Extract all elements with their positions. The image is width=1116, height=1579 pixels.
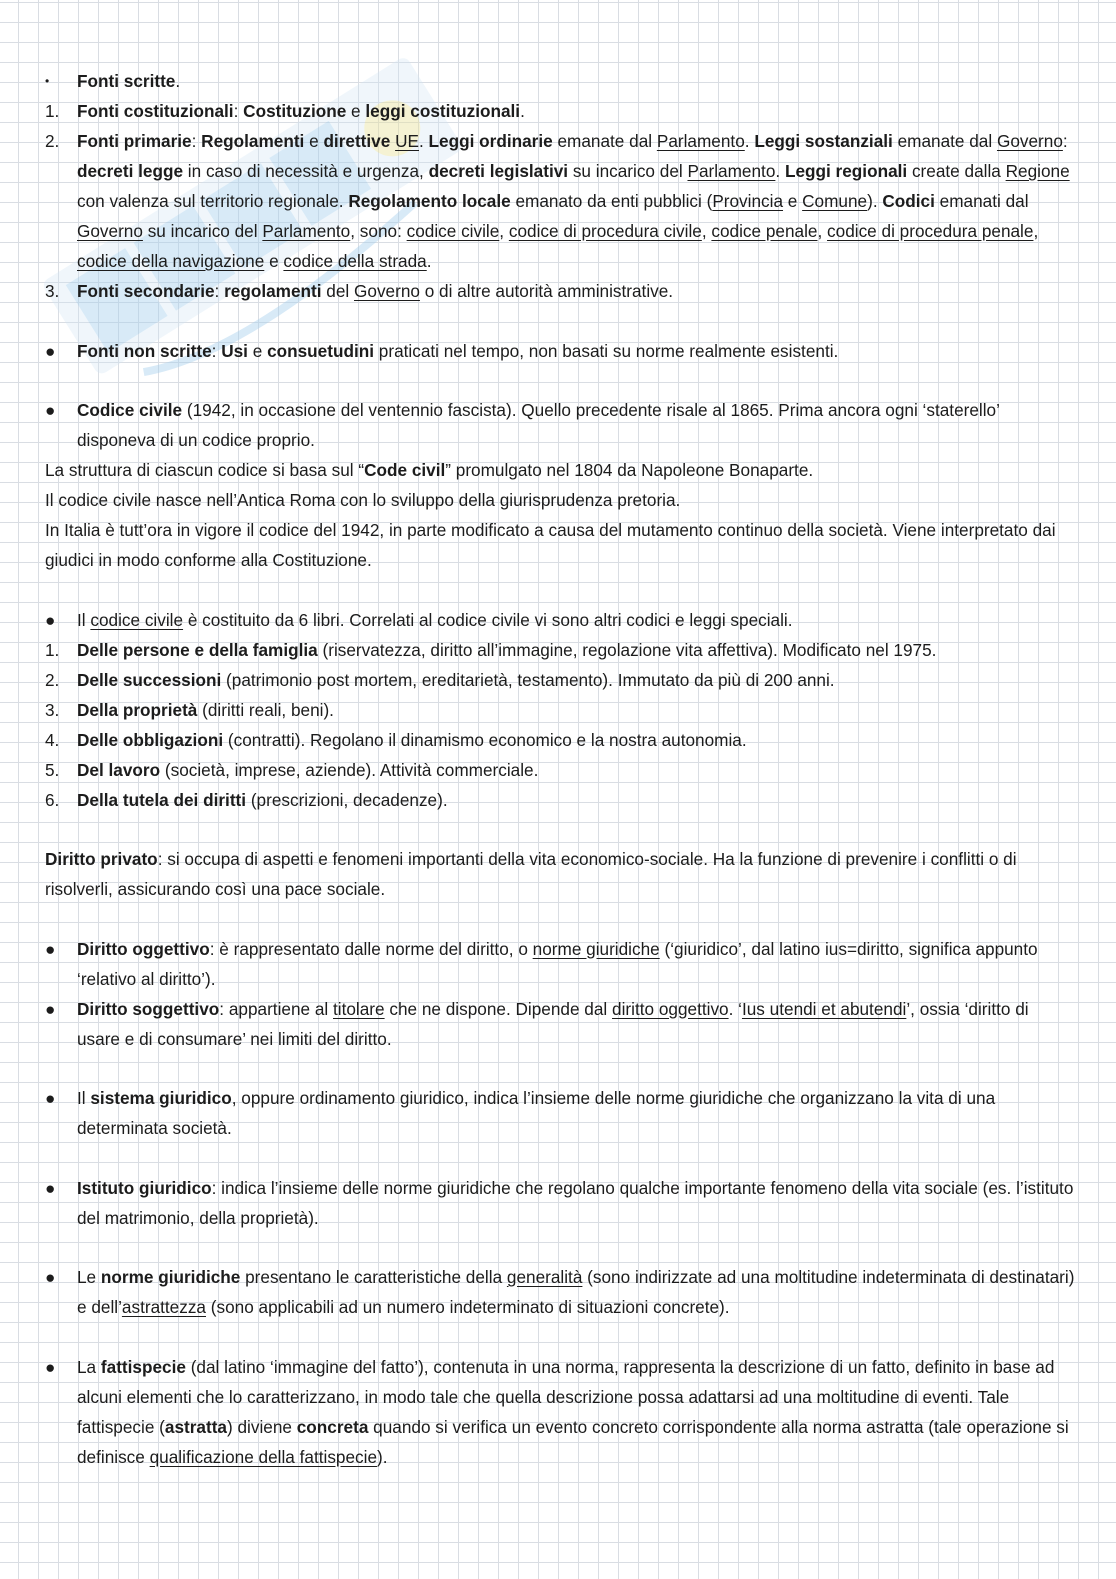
text-run: , sono: xyxy=(350,221,407,241)
underlined-term: codice di procedura penale xyxy=(827,221,1034,241)
bullet-item xyxy=(45,66,1075,96)
item-number: 5. xyxy=(45,759,60,780)
text-run: ) diviene xyxy=(227,1416,297,1437)
underlined-term: Parlamento xyxy=(656,131,745,151)
item-text xyxy=(77,1088,995,1138)
bold-term: decreti legislativi xyxy=(428,161,569,181)
text-run: in caso di necessità e urgenza, xyxy=(183,161,429,181)
text-run: e xyxy=(247,340,268,361)
spacer xyxy=(45,904,1075,934)
text-run: La struttura di ciascun codice si basa sul “ xyxy=(45,460,365,480)
item-text xyxy=(77,730,747,750)
paragraph xyxy=(45,515,1075,575)
underlined-term: codice civile xyxy=(90,609,184,630)
item-text xyxy=(77,1267,1074,1317)
numbered-item xyxy=(45,276,1075,306)
underlined-term: norme giuridiche xyxy=(532,938,660,959)
numbered-item xyxy=(45,725,1075,755)
text-run: ). xyxy=(377,1446,388,1467)
item-text xyxy=(45,520,1056,570)
text-run: (1942, in occasione del ventennio fascista). Quello precedente risale al 1865. Prima ancora ogni ‘staterello’ disponeva di un codice proprio. xyxy=(77,400,1000,450)
text-run: (dal latino ‘immagine del fatto’), contenuta in una norma, rappresenta la descrizione di un fatto, definito in base ad alcuni elementi che lo caratterizzano, in modo tale che quella descrizione possa adattarsi ad una moltitudine di eventi. Tale fattispecie ( xyxy=(77,1356,1055,1437)
underlined-term: Provincia xyxy=(712,191,784,211)
bullet-item xyxy=(45,1262,1075,1322)
item-number: 2. xyxy=(45,131,60,151)
underlined-term: astrattezza xyxy=(121,1297,206,1317)
underlined-term: Governo xyxy=(77,221,143,241)
item-text xyxy=(45,849,1017,899)
bold-term: Codici xyxy=(882,191,935,211)
text-run: . xyxy=(520,101,525,121)
spacer xyxy=(45,1322,1075,1352)
text-run: , xyxy=(1033,221,1039,241)
bold-term: Diritto soggettivo xyxy=(77,998,220,1019)
bold-term: Leggi ordinarie xyxy=(428,131,553,151)
underlined-term: Comune xyxy=(802,191,868,211)
item-text xyxy=(77,670,835,690)
text-run: . xyxy=(426,251,432,271)
text-run: , xyxy=(701,221,712,241)
bold-term: fattispecie xyxy=(100,1356,186,1377)
text-run: ). xyxy=(867,191,883,211)
text-run: emanato da enti pubblici ( xyxy=(510,191,713,211)
item-text xyxy=(77,71,180,91)
bold-term: Leggi sostanziali xyxy=(754,131,893,151)
numbered-item xyxy=(45,785,1075,815)
text-run: In Italia è tutt’ora in vigore il codice del 1942, in parte modificato a causa del mutamento continuo della società. Viene interpretato dai giudici in modo conforme alla Costituzione. xyxy=(45,520,1056,570)
bold-term: decreti legge xyxy=(77,161,184,181)
item-text xyxy=(45,490,680,510)
text-run: . xyxy=(418,131,429,151)
underlined-term: Governo xyxy=(996,131,1063,151)
text-run: e xyxy=(783,191,803,211)
bullet-marker: ● xyxy=(45,400,56,420)
spacer xyxy=(45,306,1075,336)
bold-term: Delle successioni xyxy=(77,669,222,690)
underlined-term: Ius utendi et abutendi xyxy=(741,998,907,1019)
text-run: (‘giuridico’, dal latino ius=diritto, significa appunto ‘relativo al diritto’). xyxy=(77,938,1038,989)
text-run: con valenza sul territorio regionale. xyxy=(77,191,349,211)
underlined-term: codice penale xyxy=(711,221,818,241)
underlined-term: titolare xyxy=(333,998,385,1019)
underlined-term: codice della strada xyxy=(283,251,427,271)
bold-term: Usi xyxy=(221,340,248,361)
bullet-item xyxy=(45,1352,1075,1472)
paragraph xyxy=(45,485,1075,515)
text-run: , xyxy=(499,221,509,241)
bold-term: Della proprietà xyxy=(77,699,198,720)
item-text xyxy=(77,1178,1073,1228)
text-run: , oppure ordinamento giuridico, indica l’insieme delle norme giuridiche che organizzano la vita di una determinata società. xyxy=(77,1088,996,1138)
spacer xyxy=(45,1143,1075,1173)
spacer xyxy=(45,575,1075,605)
bullet-marker: ● xyxy=(45,609,56,630)
spacer xyxy=(45,1233,1075,1263)
text-run: : xyxy=(233,101,244,121)
numbered-item xyxy=(45,126,1075,276)
text-run: . xyxy=(175,71,181,91)
text-run: o di altre autorità amministrative. xyxy=(419,281,674,301)
item-text xyxy=(77,400,999,450)
text-run: (sono applicabili ad un numero indeterminato di situazioni concrete). xyxy=(206,1297,730,1317)
text-run: : xyxy=(191,131,202,151)
document-body xyxy=(45,66,1075,1472)
item-text xyxy=(77,281,673,301)
text-run: . ‘ xyxy=(728,998,742,1019)
bold-term: direttive xyxy=(323,131,391,151)
underlined-term: codice della navigazione xyxy=(77,251,265,271)
text-run: Le xyxy=(77,1267,101,1287)
bold-term: concreta xyxy=(296,1416,369,1437)
text-run: (contratti). Regolano il dinamismo economico e la nostra autonomia. xyxy=(223,729,747,750)
bold-term: norme giuridiche xyxy=(100,1267,241,1287)
underlined-term: diritto oggettivo xyxy=(612,998,729,1019)
bold-term: leggi costituzionali xyxy=(365,101,521,121)
item-text xyxy=(77,131,1070,271)
text-run: . xyxy=(775,161,785,181)
item-number: 3. xyxy=(45,281,60,301)
bold-term: Fonti non scritte xyxy=(77,340,212,361)
text-run: quando si verifica un evento concreto corrispondente alla norma astratta (tale operazione si definisce xyxy=(77,1416,1069,1467)
text-run: e xyxy=(264,251,284,271)
bullet-marker: ● xyxy=(45,1088,56,1108)
spacer xyxy=(45,1054,1075,1084)
text-run: : è rappresentato dalle norme del diritto, o xyxy=(209,938,533,959)
bullet-item xyxy=(45,994,1075,1054)
text-run: (sono indirizzate ad una moltitudine indeterminata di destinatari) e dell’ xyxy=(77,1267,1075,1317)
text-run: (riservatezza, diritto all’immagine, regolazione vita affettiva). Modificato nel 1975. xyxy=(317,639,937,660)
item-text xyxy=(77,640,936,660)
numbered-item xyxy=(45,96,1075,126)
item-text xyxy=(77,1357,1069,1467)
bullet-marker: ● xyxy=(45,1267,56,1287)
item-text xyxy=(45,460,813,480)
bold-term: Leggi regionali xyxy=(784,161,908,181)
bold-term: Della tutela dei diritti xyxy=(77,789,247,810)
bold-term: Code civil xyxy=(364,460,446,480)
bullet-marker: ● xyxy=(45,340,56,361)
underlined-term: Parlamento xyxy=(262,221,351,241)
item-number: 4. xyxy=(45,729,60,750)
bold-term: Del lavoro xyxy=(77,759,161,780)
text-run: emanate dal xyxy=(892,131,997,151)
text-run: Il xyxy=(77,609,91,630)
underlined-term: Parlamento xyxy=(687,161,776,181)
bullet-marker: ● xyxy=(45,1356,56,1377)
underlined-term: qualificazione della fattispecie xyxy=(149,1446,378,1467)
bullet-item xyxy=(45,395,1075,455)
underlined-term: Regione xyxy=(1005,161,1070,181)
bold-term: Fonti secondarie xyxy=(77,281,215,301)
text-run: (società, imprese, aziende). Attività commerciale. xyxy=(160,759,539,780)
spacer xyxy=(45,815,1075,845)
bold-term: Codice civile xyxy=(77,400,183,420)
item-number: 1. xyxy=(45,639,60,660)
numbered-item xyxy=(45,635,1075,665)
item-text xyxy=(77,790,448,810)
bold-term: Diritto oggettivo xyxy=(77,938,210,959)
text-run: praticati nel tempo, non basati su norme realmente esistenti. xyxy=(374,340,839,361)
bullet-marker: ● xyxy=(45,938,56,959)
bold-term: Delle persone e della famiglia xyxy=(77,639,318,660)
text-run: (diritti reali, beni). xyxy=(197,699,334,720)
text-run: su incarico del xyxy=(568,161,688,181)
item-text xyxy=(77,939,1038,989)
numbered-item xyxy=(45,755,1075,785)
text-run: del xyxy=(321,281,355,301)
bold-term: Regolamento locale xyxy=(348,191,511,211)
text-run: emanati dal xyxy=(934,191,1029,211)
paragraph xyxy=(45,455,1075,485)
underlined-term: UE xyxy=(395,131,419,151)
text-run: : xyxy=(214,281,225,301)
item-text xyxy=(77,101,525,121)
item-text xyxy=(77,999,1029,1049)
bold-term: Diritto privato xyxy=(45,849,158,869)
bullet-item xyxy=(45,934,1075,994)
bold-term: Fonti costituzionali xyxy=(77,101,234,121)
bold-term: consuetudini xyxy=(267,340,375,361)
bullet-item xyxy=(45,1173,1075,1233)
numbered-item xyxy=(45,665,1075,695)
text-run: e xyxy=(346,101,366,121)
item-text xyxy=(77,610,793,630)
underlined-term: Governo xyxy=(354,281,420,301)
bullet-item xyxy=(45,605,1075,635)
text-run: è costituito da 6 libri. Correlati al codice civile vi sono altri codici e leggi speciali. xyxy=(183,609,793,630)
item-number: 3. xyxy=(45,699,60,720)
text-run: create dalla xyxy=(907,161,1006,181)
item-text xyxy=(77,760,538,780)
underlined-term: codice civile xyxy=(406,221,500,241)
text-run: Il codice civile nasce nell’Antica Roma con lo sviluppo della giurisprudenza pretoria. xyxy=(45,490,681,510)
text-run: ” promulgato nel 1804 da Napoleone Bonaparte. xyxy=(445,460,814,480)
paragraph xyxy=(45,844,1075,904)
underlined-term: generalità xyxy=(506,1267,583,1287)
bold-term: Costituzione xyxy=(243,101,347,121)
bullet-item xyxy=(45,336,1075,366)
item-number: 1. xyxy=(45,101,60,121)
text-run: : indica l’insieme delle norme giuridiche che regolano qualche importante fenomeno della vita sociale (es. l’istituto del matrimonio, della proprietà). xyxy=(77,1177,1074,1228)
text-run: : xyxy=(1062,131,1068,151)
bold-term: regolamenti xyxy=(224,281,322,301)
text-run: : xyxy=(211,340,222,361)
text-run: Il xyxy=(77,1088,91,1108)
text-run: : si occupa di aspetti e fenomeni importanti della vita economico-sociale. Ha la funzione di prevenire i conflitti o di risolverli, assicurando così una pace sociale. xyxy=(45,849,1017,899)
text-run: presentano le caratteristiche della xyxy=(240,1267,507,1287)
spacer xyxy=(45,366,1075,396)
bold-term: Fonti primarie xyxy=(77,131,192,151)
text-run: . xyxy=(744,131,755,151)
text-run: : appartiene al xyxy=(219,998,333,1019)
bullet-marker: ● xyxy=(45,998,56,1019)
item-text xyxy=(77,341,838,361)
numbered-item xyxy=(45,695,1075,725)
text-run: e xyxy=(304,131,324,151)
bold-term: Delle obbligazioni xyxy=(77,729,224,750)
bold-term: Regolamenti xyxy=(201,131,305,151)
item-number: 6. xyxy=(45,789,60,810)
text-run: su incarico del xyxy=(142,221,263,241)
bullet-marker: ● xyxy=(45,1177,56,1198)
text-run: , xyxy=(817,221,828,241)
bold-term: astratta xyxy=(164,1416,227,1437)
bold-term: Istituto giuridico xyxy=(77,1177,212,1198)
text-run: emanate dal xyxy=(552,131,657,151)
bold-term: Fonti scritte xyxy=(77,71,176,91)
bold-term: sistema giuridico xyxy=(90,1088,232,1108)
bullet-marker: • xyxy=(45,74,50,88)
text-run: (patrimonio post mortem, ereditarietà, testamento). Immutato da più di 200 anni. xyxy=(221,669,835,690)
text-run: La xyxy=(77,1356,101,1377)
underlined-term: codice di procedura civile xyxy=(508,221,702,241)
text-run: che ne dispone. Dipende dal xyxy=(384,998,613,1019)
text-run: ’, ossia ‘diritto di usare e di consumare’ nei limiti del diritto. xyxy=(77,998,1029,1049)
bullet-item xyxy=(45,1083,1075,1143)
text-run: (prescrizioni, decadenze). xyxy=(246,789,448,810)
item-number: 2. xyxy=(45,669,60,690)
item-text xyxy=(77,700,334,720)
